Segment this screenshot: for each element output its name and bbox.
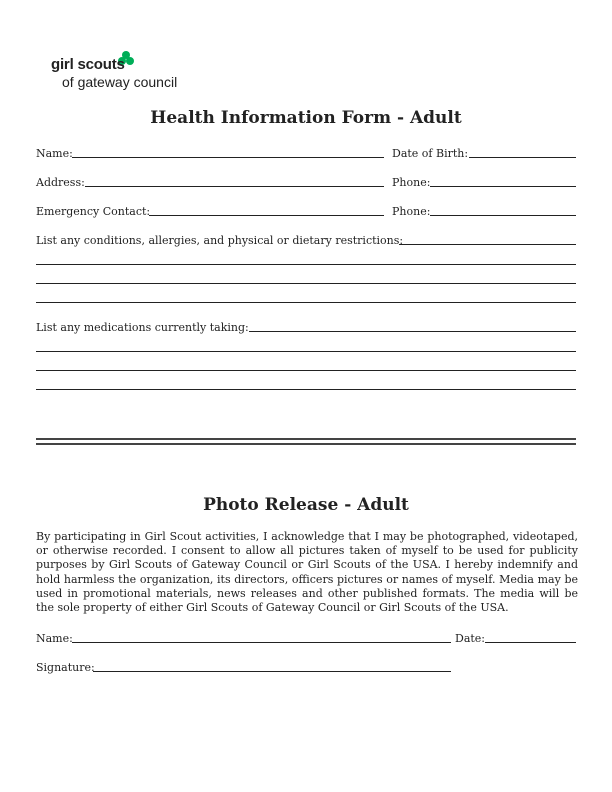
phone-field[interactable] [430, 186, 576, 187]
dob-label: Date of Birth: [392, 147, 469, 160]
address-field[interactable] [85, 186, 384, 187]
conditions-line[interactable] [36, 302, 576, 303]
medications-field[interactable] [249, 331, 576, 332]
address-label: Address: [36, 176, 85, 189]
emergency-phone-label: Phone: [392, 205, 431, 218]
emergency-contact-label: Emergency Contact: [36, 205, 151, 218]
logo-line-1: girl scouts [51, 56, 125, 73]
name-label: Name: [36, 147, 73, 160]
section-divider-top [36, 438, 576, 440]
health-form-title: Health Information Form - Adult [150, 108, 462, 128]
release-name-field[interactable] [72, 642, 451, 643]
name-field[interactable] [72, 157, 384, 158]
signature-field[interactable] [93, 671, 451, 672]
conditions-field[interactable] [399, 244, 576, 245]
medications-line[interactable] [36, 370, 576, 371]
release-name-label: Name: [36, 632, 73, 645]
section-divider-bottom [36, 443, 576, 445]
medications-line[interactable] [36, 389, 576, 390]
conditions-line[interactable] [36, 283, 576, 284]
release-date-label: Date: [455, 632, 486, 645]
conditions-label: List any conditions, allergies, and physical or dietary restrictions: [36, 234, 404, 247]
release-date-field[interactable] [485, 642, 576, 643]
photo-release-title: Photo Release - Adult [203, 495, 409, 515]
phone-label: Phone: [392, 176, 431, 189]
photo-release-paragraph: By participating in Girl Scout activities, I acknowledge that I may be photographed, videotaped, or otherwise recorded. I consent to allow all pictures taken of myself to be used for publicity purposes by Girl Scouts of Gateway Council or Girl Scouts of the USA. I hereby indemnify and hold harmless the organization, its directors, officers pictures or names of myself. Media may be used in promotional materials, news releases and other published formats. The media will be the sole property of either Girl Scouts of Gateway Council or Girl Scouts of the USA. [36, 530, 578, 615]
conditions-line[interactable] [36, 264, 576, 265]
emergency-phone-field[interactable] [430, 215, 576, 216]
medications-line[interactable] [36, 351, 576, 352]
emergency-contact-field[interactable] [149, 215, 384, 216]
signature-label: Signature: [36, 661, 95, 674]
logo-line-2: of gateway council [62, 74, 178, 90]
medications-label: List any medications currently taking: [36, 321, 249, 334]
dob-field[interactable] [469, 157, 576, 158]
